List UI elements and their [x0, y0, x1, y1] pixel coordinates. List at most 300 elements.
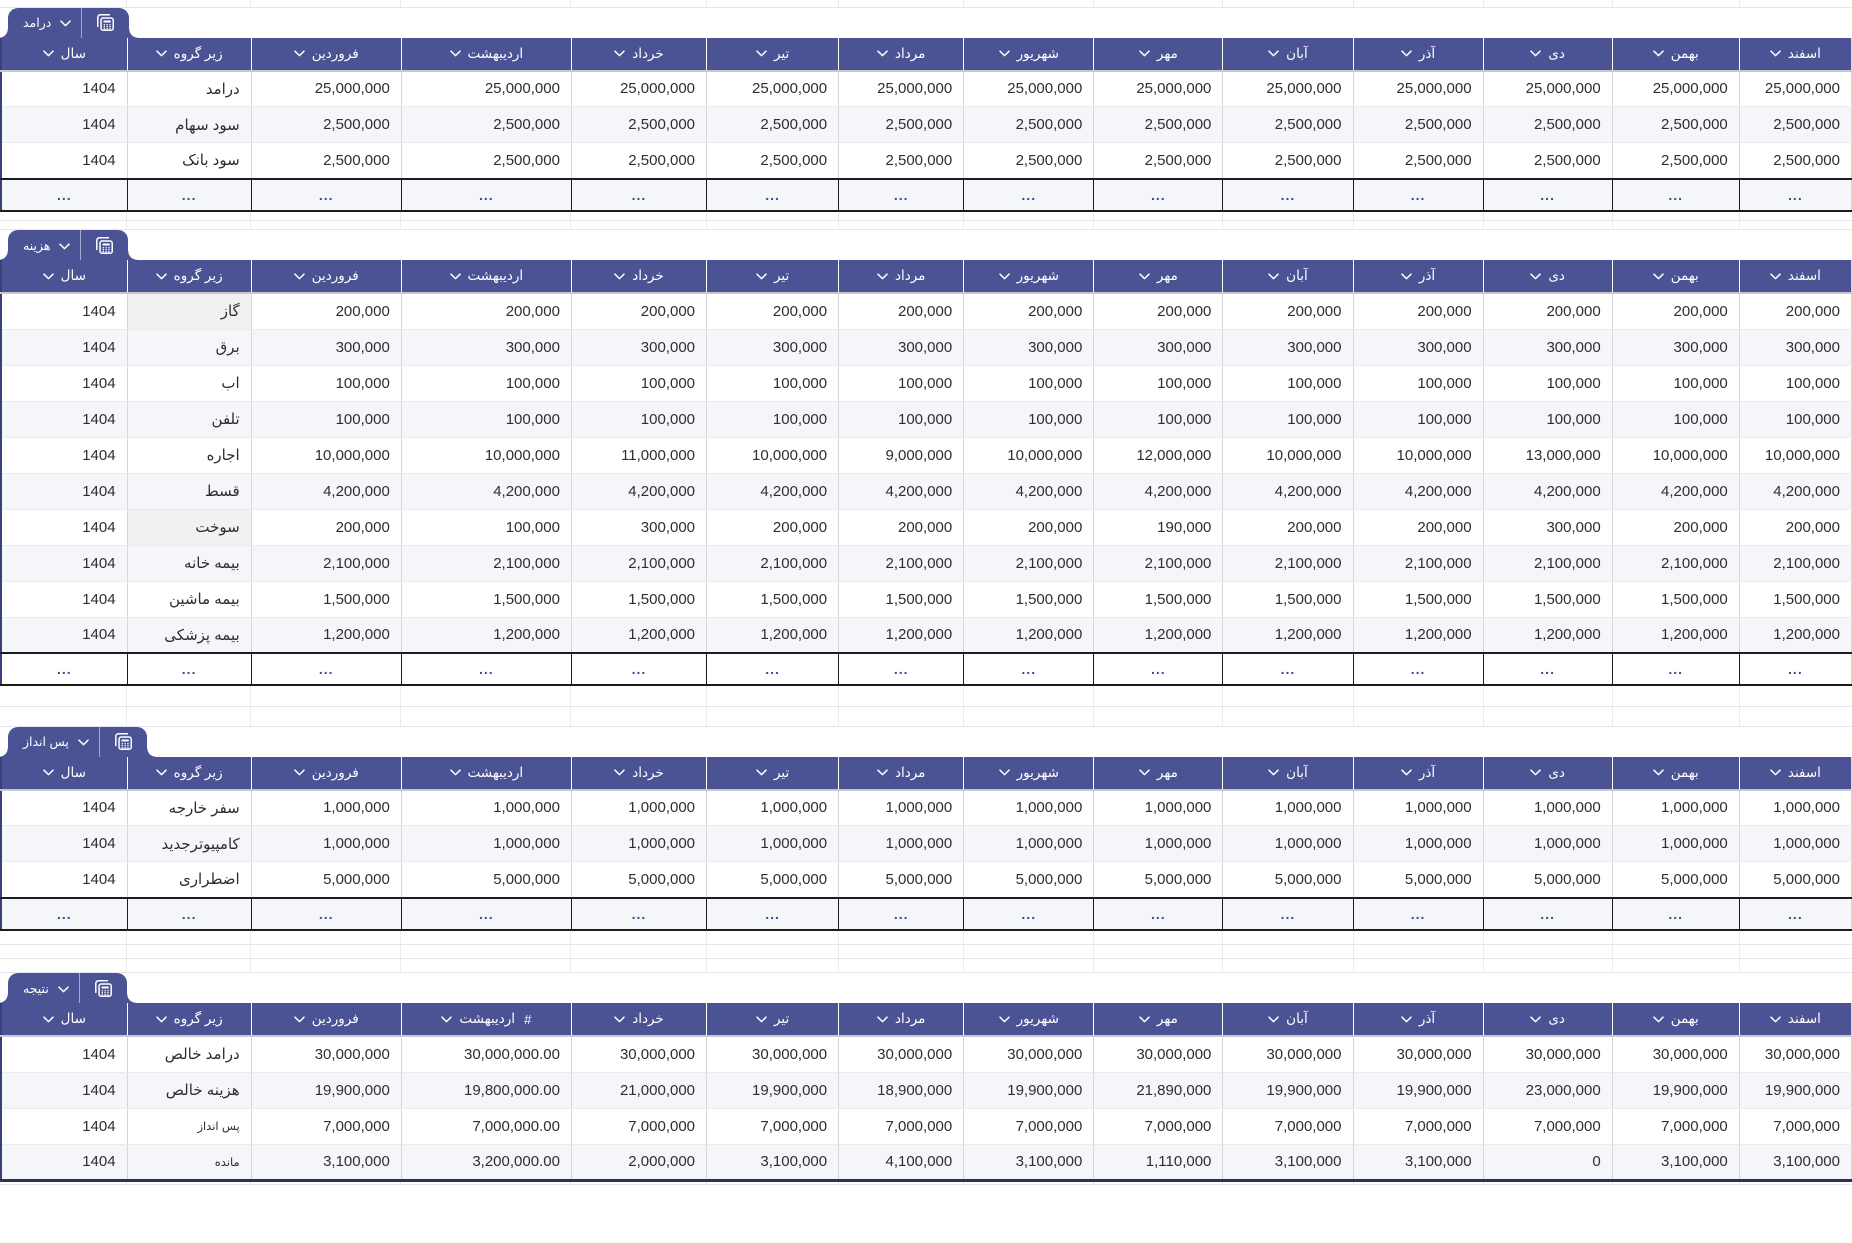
cell-value[interactable]: 300,000 — [1223, 329, 1353, 365]
filter-chevron-icon[interactable] — [43, 273, 54, 280]
cell-value[interactable]: 3,100,000 — [1353, 1144, 1483, 1180]
filter-chevron-icon[interactable] — [877, 50, 888, 57]
filter-chevron-icon[interactable] — [43, 50, 54, 57]
cell-value[interactable]: 2,500,000 — [1483, 107, 1612, 143]
filter-chevron-icon[interactable] — [294, 769, 305, 776]
cell-value[interactable]: 1,000,000 — [1483, 826, 1612, 862]
cell-value[interactable]: 1,500,000 — [1353, 581, 1483, 617]
filter-chevron-icon[interactable] — [1268, 273, 1279, 280]
cell-subgroup[interactable]: کامپیوترجدید — [127, 826, 251, 862]
filter-chevron-icon[interactable] — [614, 769, 625, 776]
filter-chevron-icon[interactable] — [156, 1016, 167, 1023]
cell-value[interactable]: 3,100,000 — [1223, 1144, 1353, 1180]
cell-value[interactable]: 1,200,000 — [1223, 617, 1353, 653]
cell-value[interactable]: 3,100,000 — [251, 1144, 401, 1180]
cell-year[interactable]: 1404 — [1, 862, 127, 898]
cell-value[interactable]: 4,200,000 — [1223, 473, 1353, 509]
cell-value[interactable]: 1,000,000 — [1353, 826, 1483, 862]
cell-value[interactable]: 1,200,000 — [964, 617, 1094, 653]
cell-subgroup[interactable]: بیمه ماشین — [127, 581, 251, 617]
cell-value[interactable]: 300,000 — [401, 329, 571, 365]
cell-value[interactable]: 1,000,000 — [251, 790, 401, 826]
cell-subgroup[interactable]: برق — [127, 329, 251, 365]
cell-value[interactable]: 1,500,000 — [1483, 581, 1612, 617]
chevron-down-icon[interactable] — [72, 737, 99, 746]
cell-value[interactable]: 4,200,000 — [401, 473, 571, 509]
cell-year[interactable]: 1404 — [1, 545, 127, 581]
cell-value[interactable]: 7,000,000 — [964, 1108, 1094, 1144]
filter-chevron-icon[interactable] — [1139, 50, 1150, 57]
cell-value[interactable]: 4,200,000 — [839, 473, 964, 509]
cell-value[interactable]: 30,000,000 — [707, 1036, 839, 1072]
cell-value[interactable]: 1,000,000 — [964, 790, 1094, 826]
cell-year[interactable]: 1404 — [1, 437, 127, 473]
cell-value[interactable]: 200,000 — [251, 293, 401, 329]
cell-value[interactable]: 7,000,000 — [251, 1108, 401, 1144]
filter-chevron-icon[interactable] — [156, 769, 167, 776]
cell-value[interactable]: 4,200,000 — [1739, 473, 1851, 509]
filter-chevron-icon[interactable] — [1770, 273, 1781, 280]
cell-value[interactable]: 9,000,000 — [839, 437, 964, 473]
cell-value[interactable]: 100,000 — [1483, 401, 1612, 437]
cell-value[interactable]: 100,000 — [964, 401, 1094, 437]
cell-value[interactable]: 2,100,000 — [1612, 545, 1739, 581]
cell-value[interactable]: 25,000,000 — [964, 71, 1094, 107]
cell-value[interactable]: 200,000 — [1483, 293, 1612, 329]
cell-subgroup[interactable]: اضطراری — [127, 862, 251, 898]
cell-value[interactable]: 1,000,000 — [1612, 790, 1739, 826]
cell-value[interactable]: 25,000,000 — [571, 71, 706, 107]
tab-income[interactable] — [8, 8, 129, 38]
filter-chevron-icon[interactable] — [1401, 273, 1412, 280]
cell-value[interactable]: 19,900,000 — [1612, 1072, 1739, 1108]
filter-chevron-icon[interactable] — [999, 273, 1010, 280]
filter-chevron-icon[interactable] — [877, 1016, 888, 1023]
cell-value[interactable]: 5,000,000 — [1094, 862, 1223, 898]
tab-savings[interactable] — [8, 727, 147, 757]
cell-value[interactable]: 200,000 — [707, 293, 839, 329]
cell-value[interactable]: 300,000 — [1612, 329, 1739, 365]
cell-value[interactable]: 10,000,000 — [707, 437, 839, 473]
cell-value[interactable]: 190,000 — [1094, 509, 1223, 545]
cell-value[interactable]: 25,000,000 — [1094, 71, 1223, 107]
cell-value[interactable]: 30,000,000 — [964, 1036, 1094, 1072]
filter-chevron-icon[interactable] — [294, 273, 305, 280]
cell-value[interactable]: 1,000,000 — [571, 790, 706, 826]
cell-value[interactable]: 200,000 — [1612, 293, 1739, 329]
cell-value[interactable]: 3,100,000 — [707, 1144, 839, 1180]
filter-chevron-icon[interactable] — [1770, 769, 1781, 776]
cell-value[interactable]: 1,000,000 — [1353, 790, 1483, 826]
cell-subgroup[interactable]: سود بانک — [127, 143, 251, 179]
cell-value[interactable]: 30,000,000 — [1612, 1036, 1739, 1072]
filter-chevron-icon[interactable] — [450, 769, 461, 776]
cell-value[interactable]: 2,500,000 — [251, 143, 401, 179]
cell-value[interactable]: 4,200,000 — [1483, 473, 1612, 509]
cell-value[interactable]: 2,500,000 — [1223, 143, 1353, 179]
cell-value[interactable]: 5,000,000 — [1223, 862, 1353, 898]
cell-value[interactable]: 7,000,000 — [571, 1108, 706, 1144]
cell-value[interactable]: 1,000,000 — [1612, 826, 1739, 862]
cell-value[interactable]: 1,000,000 — [839, 826, 964, 862]
cell-value[interactable]: 25,000,000 — [707, 71, 839, 107]
cell-value[interactable]: 1,000,000 — [1223, 826, 1353, 862]
filter-chevron-icon[interactable] — [1653, 1016, 1664, 1023]
cell-value[interactable]: 2,100,000 — [839, 545, 964, 581]
cell-value[interactable]: 25,000,000 — [401, 71, 571, 107]
cell-value[interactable]: 1,200,000 — [707, 617, 839, 653]
cell-value[interactable]: 2,100,000 — [251, 545, 401, 581]
cell-value[interactable]: 7,000,000 — [1612, 1108, 1739, 1144]
cell-value[interactable]: 19,900,000 — [964, 1072, 1094, 1108]
cell-subgroup[interactable]: سوخت — [127, 509, 251, 545]
cell-value[interactable]: 23,000,000 — [1483, 1072, 1612, 1108]
cell-value[interactable]: 100,000 — [401, 509, 571, 545]
cell-value[interactable]: 2,100,000 — [1739, 545, 1851, 581]
cell-value[interactable]: 4,200,000 — [964, 473, 1094, 509]
cell-value[interactable]: 200,000 — [401, 293, 571, 329]
cell-value[interactable]: 100,000 — [1612, 365, 1739, 401]
cell-year[interactable]: 1404 — [1, 71, 127, 107]
cell-value[interactable]: 2,100,000 — [707, 545, 839, 581]
cell-value[interactable]: 3,100,000 — [1612, 1144, 1739, 1180]
filter-chevron-icon[interactable] — [999, 1016, 1010, 1023]
cell-value[interactable]: 10,000,000 — [401, 437, 571, 473]
cell-value[interactable]: 1,200,000 — [1094, 617, 1223, 653]
cell-value[interactable]: 1,000,000 — [964, 826, 1094, 862]
cell-subgroup[interactable]: اب — [127, 365, 251, 401]
filter-chevron-icon[interactable] — [1139, 769, 1150, 776]
cell-value[interactable]: 25,000,000 — [839, 71, 964, 107]
cell-value[interactable]: 100,000 — [839, 365, 964, 401]
filter-chevron-icon[interactable] — [1401, 769, 1412, 776]
filter-chevron-icon[interactable] — [1530, 50, 1541, 57]
cell-value[interactable]: 25,000,000 — [1739, 71, 1851, 107]
cell-value[interactable]: 5,000,000 — [401, 862, 571, 898]
cell-year[interactable]: 1404 — [1, 581, 127, 617]
chevron-down-icon[interactable] — [54, 18, 81, 27]
cell-value[interactable]: 1,000,000 — [571, 826, 706, 862]
cell-value[interactable]: 0 — [1483, 1144, 1612, 1180]
cell-value[interactable]: 1,200,000 — [571, 617, 706, 653]
calculator-icon[interactable] — [80, 978, 127, 999]
cell-subgroup[interactable]: درامد — [127, 71, 251, 107]
cell-value[interactable]: 1,500,000 — [707, 581, 839, 617]
cell-value[interactable]: 2,500,000 — [1739, 107, 1851, 143]
filter-chevron-icon[interactable] — [1268, 1016, 1279, 1023]
cell-value[interactable]: 3,200,000.00 — [401, 1144, 571, 1180]
filter-chevron-icon[interactable] — [1268, 769, 1279, 776]
cell-value[interactable]: 2,500,000 — [1223, 107, 1353, 143]
cell-value[interactable]: 200,000 — [251, 509, 401, 545]
filter-chevron-icon[interactable] — [43, 769, 54, 776]
cell-value[interactable]: 2,500,000 — [839, 107, 964, 143]
cell-value[interactable]: 7,000,000 — [1094, 1108, 1223, 1144]
cell-value[interactable]: 1,500,000 — [1739, 581, 1851, 617]
cell-value[interactable]: 200,000 — [707, 509, 839, 545]
cell-value[interactable]: 3,100,000 — [964, 1144, 1094, 1180]
cell-year[interactable]: 1404 — [1, 365, 127, 401]
filter-chevron-icon[interactable] — [756, 50, 767, 57]
filter-chevron-icon[interactable] — [43, 1016, 54, 1023]
cell-value[interactable]: 1,200,000 — [1612, 617, 1739, 653]
cell-subgroup[interactable]: گاز — [127, 293, 251, 329]
filter-chevron-icon[interactable] — [614, 50, 625, 57]
cell-value[interactable]: 100,000 — [401, 401, 571, 437]
chevron-down-icon[interactable] — [53, 241, 80, 250]
cell-value[interactable]: 2,500,000 — [1353, 143, 1483, 179]
cell-year[interactable]: 1404 — [1, 1108, 127, 1144]
cell-subgroup[interactable]: تلفن — [127, 401, 251, 437]
filter-chevron-icon[interactable] — [1653, 50, 1664, 57]
cell-value[interactable]: 25,000,000 — [1223, 71, 1353, 107]
cell-value[interactable]: 2,100,000 — [571, 545, 706, 581]
cell-value[interactable]: 7,000,000 — [1353, 1108, 1483, 1144]
cell-year[interactable]: 1404 — [1, 401, 127, 437]
filter-chevron-icon[interactable] — [614, 1016, 625, 1023]
cell-value[interactable]: 2,500,000 — [1094, 107, 1223, 143]
cell-subgroup[interactable]: سود سهام — [127, 107, 251, 143]
cell-value[interactable]: 100,000 — [571, 365, 706, 401]
cell-value[interactable]: 5,000,000 — [1612, 862, 1739, 898]
cell-subgroup[interactable]: اجاره — [127, 437, 251, 473]
filter-chevron-icon[interactable] — [1770, 1016, 1781, 1023]
cell-value[interactable]: 1,000,000 — [839, 790, 964, 826]
filter-chevron-icon[interactable] — [999, 769, 1010, 776]
cell-value[interactable]: 10,000,000 — [1353, 437, 1483, 473]
cell-value[interactable]: 1,500,000 — [1223, 581, 1353, 617]
cell-value[interactable]: 100,000 — [1739, 365, 1851, 401]
cell-value[interactable]: 1,110,000 — [1094, 1144, 1223, 1180]
cell-value[interactable]: 2,100,000 — [1353, 545, 1483, 581]
cell-value[interactable]: 7,000,000 — [839, 1108, 964, 1144]
cell-value[interactable]: 5,000,000 — [707, 862, 839, 898]
tab-expense[interactable] — [8, 230, 128, 260]
cell-value[interactable]: 1,500,000 — [1612, 581, 1739, 617]
cell-value[interactable]: 2,500,000 — [964, 143, 1094, 179]
cell-year[interactable]: 1404 — [1, 107, 127, 143]
cell-value[interactable]: 5,000,000 — [1739, 862, 1851, 898]
cell-value[interactable]: 4,200,000 — [571, 473, 706, 509]
cell-value[interactable]: 100,000 — [251, 365, 401, 401]
cell-value[interactable]: 30,000,000 — [1094, 1036, 1223, 1072]
cell-year[interactable]: 1404 — [1, 293, 127, 329]
cell-value[interactable]: 5,000,000 — [571, 862, 706, 898]
cell-value[interactable]: 200,000 — [1739, 509, 1851, 545]
cell-value[interactable]: 2,500,000 — [1483, 143, 1612, 179]
cell-value[interactable]: 25,000,000 — [1612, 71, 1739, 107]
filter-chevron-icon[interactable] — [756, 273, 767, 280]
cell-value[interactable]: 2,100,000 — [1483, 545, 1612, 581]
cell-value[interactable]: 4,200,000 — [251, 473, 401, 509]
cell-value[interactable]: 30,000,000 — [1223, 1036, 1353, 1072]
cell-subgroup[interactable]: قسط — [127, 473, 251, 509]
cell-year[interactable]: 1404 — [1, 143, 127, 179]
cell-year[interactable]: 1404 — [1, 617, 127, 653]
cell-value[interactable]: 1,200,000 — [1739, 617, 1851, 653]
cell-value[interactable]: 300,000 — [1739, 329, 1851, 365]
tab-result[interactable] — [8, 973, 127, 1003]
cell-value[interactable]: 30,000,000 — [251, 1036, 401, 1072]
cell-value[interactable]: 2,100,000 — [1094, 545, 1223, 581]
cell-value[interactable]: 4,200,000 — [707, 473, 839, 509]
cell-year[interactable]: 1404 — [1, 1036, 127, 1072]
cell-value[interactable]: 1,500,000 — [251, 581, 401, 617]
cell-value[interactable]: 1,000,000 — [707, 826, 839, 862]
cell-value[interactable]: 5,000,000 — [964, 862, 1094, 898]
cell-value[interactable]: 1,500,000 — [839, 581, 964, 617]
filter-chevron-icon[interactable] — [441, 1016, 452, 1023]
calculator-icon[interactable] — [82, 12, 129, 33]
cell-value[interactable]: 100,000 — [1483, 365, 1612, 401]
cell-value[interactable]: 19,900,000 — [1353, 1072, 1483, 1108]
cell-value[interactable]: 2,500,000 — [251, 107, 401, 143]
cell-value[interactable]: 300,000 — [1094, 329, 1223, 365]
cell-value[interactable]: 300,000 — [964, 329, 1094, 365]
filter-chevron-icon[interactable] — [294, 1016, 305, 1023]
filter-chevron-icon[interactable] — [1530, 769, 1541, 776]
filter-chevron-icon[interactable] — [1530, 273, 1541, 280]
cell-value[interactable]: 1,200,000 — [1353, 617, 1483, 653]
cell-value[interactable]: 1,000,000 — [707, 790, 839, 826]
cell-subgroup[interactable]: بیمه خانه — [127, 545, 251, 581]
cell-value[interactable]: 7,000,000 — [1483, 1108, 1612, 1144]
chevron-down-icon[interactable] — [52, 984, 79, 993]
cell-value[interactable]: 2,500,000 — [1094, 143, 1223, 179]
cell-value[interactable]: 200,000 — [839, 293, 964, 329]
cell-value[interactable]: 25,000,000 — [251, 71, 401, 107]
filter-chevron-icon[interactable] — [156, 50, 167, 57]
cell-value[interactable]: 19,900,000 — [707, 1072, 839, 1108]
cell-value[interactable]: 1,200,000 — [401, 617, 571, 653]
cell-value[interactable]: 200,000 — [571, 293, 706, 329]
filter-chevron-icon[interactable] — [1653, 769, 1664, 776]
cell-value[interactable]: 10,000,000 — [251, 437, 401, 473]
cell-value[interactable]: 5,000,000 — [1353, 862, 1483, 898]
cell-value[interactable]: 1,000,000 — [401, 790, 571, 826]
cell-value[interactable]: 100,000 — [1353, 365, 1483, 401]
cell-subgroup[interactable]: بیمه پزشکی — [127, 617, 251, 653]
cell-subgroup[interactable]: مانده — [127, 1144, 251, 1180]
cell-value[interactable]: 13,000,000 — [1483, 437, 1612, 473]
cell-value[interactable]: 19,900,000 — [1223, 1072, 1353, 1108]
cell-value[interactable]: 200,000 — [1739, 293, 1851, 329]
filter-chevron-icon[interactable] — [1268, 50, 1279, 57]
cell-value[interactable]: 2,000,000 — [571, 1144, 706, 1180]
cell-value[interactable]: 1,200,000 — [251, 617, 401, 653]
cell-value[interactable]: 100,000 — [401, 365, 571, 401]
cell-value[interactable]: 2,500,000 — [839, 143, 964, 179]
filter-chevron-icon[interactable] — [1530, 1016, 1541, 1023]
cell-value[interactable]: 1,000,000 — [1094, 790, 1223, 826]
filter-chevron-icon[interactable] — [1401, 50, 1412, 57]
cell-value[interactable]: 1,000,000 — [1739, 826, 1851, 862]
cell-value[interactable]: 2,500,000 — [1353, 107, 1483, 143]
cell-value[interactable]: 10,000,000 — [1739, 437, 1851, 473]
filter-chevron-icon[interactable] — [294, 50, 305, 57]
filter-chevron-icon[interactable] — [450, 50, 461, 57]
filter-chevron-icon[interactable] — [614, 273, 625, 280]
cell-value[interactable]: 12,000,000 — [1094, 437, 1223, 473]
cell-value[interactable]: 300,000 — [571, 509, 706, 545]
cell-value[interactable]: 25,000,000 — [1483, 71, 1612, 107]
cell-value[interactable]: 2,100,000 — [1223, 545, 1353, 581]
filter-chevron-icon[interactable] — [877, 769, 888, 776]
cell-value[interactable]: 300,000 — [251, 329, 401, 365]
cell-value[interactable]: 1,000,000 — [1739, 790, 1851, 826]
cell-value[interactable]: 2,100,000 — [401, 545, 571, 581]
cell-value[interactable]: 200,000 — [964, 509, 1094, 545]
cell-value[interactable]: 30,000,000 — [1353, 1036, 1483, 1072]
cell-value[interactable]: 3,100,000 — [1739, 1144, 1851, 1180]
cell-value[interactable]: 4,200,000 — [1353, 473, 1483, 509]
cell-value[interactable]: 100,000 — [707, 365, 839, 401]
cell-value[interactable]: 100,000 — [1094, 401, 1223, 437]
cell-value[interactable]: 21,000,000 — [571, 1072, 706, 1108]
cell-value[interactable]: 10,000,000 — [1612, 437, 1739, 473]
cell-value[interactable]: 2,500,000 — [571, 143, 706, 179]
cell-year[interactable]: 1404 — [1, 509, 127, 545]
cell-value[interactable]: 2,500,000 — [401, 143, 571, 179]
cell-value[interactable]: 21,890,000 — [1094, 1072, 1223, 1108]
filter-chevron-icon[interactable] — [756, 769, 767, 776]
cell-value[interactable]: 1,500,000 — [1094, 581, 1223, 617]
cell-value[interactable]: 5,000,000 — [251, 862, 401, 898]
cell-year[interactable]: 1404 — [1, 790, 127, 826]
cell-value[interactable]: 1,000,000 — [1223, 790, 1353, 826]
cell-value[interactable]: 200,000 — [964, 293, 1094, 329]
filter-chevron-icon[interactable] — [450, 273, 461, 280]
cell-value[interactable]: 7,000,000 — [1223, 1108, 1353, 1144]
cell-value[interactable]: 300,000 — [1483, 509, 1612, 545]
cell-value[interactable]: 300,000 — [1483, 329, 1612, 365]
cell-value[interactable]: 200,000 — [1094, 293, 1223, 329]
cell-value[interactable]: 100,000 — [571, 401, 706, 437]
cell-value[interactable]: 1,000,000 — [251, 826, 401, 862]
cell-subgroup[interactable]: درامد خالص — [127, 1036, 251, 1072]
cell-year[interactable]: 1404 — [1, 329, 127, 365]
cell-value[interactable]: 300,000 — [707, 329, 839, 365]
cell-value[interactable]: 5,000,000 — [839, 862, 964, 898]
cell-value[interactable]: 1,000,000 — [1094, 826, 1223, 862]
cell-subgroup[interactable]: هزینه خالص — [127, 1072, 251, 1108]
calculator-icon[interactable] — [100, 731, 147, 752]
cell-value[interactable]: 30,000,000 — [571, 1036, 706, 1072]
cell-value[interactable]: 100,000 — [839, 401, 964, 437]
cell-value[interactable]: 4,100,000 — [839, 1144, 964, 1180]
cell-value[interactable]: 1,000,000 — [1483, 790, 1612, 826]
filter-chevron-icon[interactable] — [156, 273, 167, 280]
cell-value[interactable]: 200,000 — [1223, 509, 1353, 545]
cell-subgroup[interactable]: سفر خارجه — [127, 790, 251, 826]
cell-value[interactable]: 300,000 — [1353, 329, 1483, 365]
cell-value[interactable]: 2,500,000 — [964, 107, 1094, 143]
cell-value[interactable]: 7,000,000.00 — [401, 1108, 571, 1144]
cell-year[interactable]: 1404 — [1, 1144, 127, 1180]
filter-chevron-icon[interactable] — [877, 273, 888, 280]
cell-value[interactable]: 1,500,000 — [401, 581, 571, 617]
filter-chevron-icon[interactable] — [1139, 273, 1150, 280]
cell-value[interactable]: 2,500,000 — [1612, 143, 1739, 179]
cell-value[interactable]: 30,000,000 — [1739, 1036, 1851, 1072]
cell-value[interactable]: 4,200,000 — [1094, 473, 1223, 509]
cell-value[interactable]: 7,000,000 — [707, 1108, 839, 1144]
cell-value[interactable]: 100,000 — [1353, 401, 1483, 437]
cell-year[interactable]: 1404 — [1, 473, 127, 509]
filter-chevron-icon[interactable] — [1653, 273, 1664, 280]
filter-chevron-icon[interactable] — [1139, 1016, 1150, 1023]
cell-value[interactable]: 100,000 — [707, 401, 839, 437]
